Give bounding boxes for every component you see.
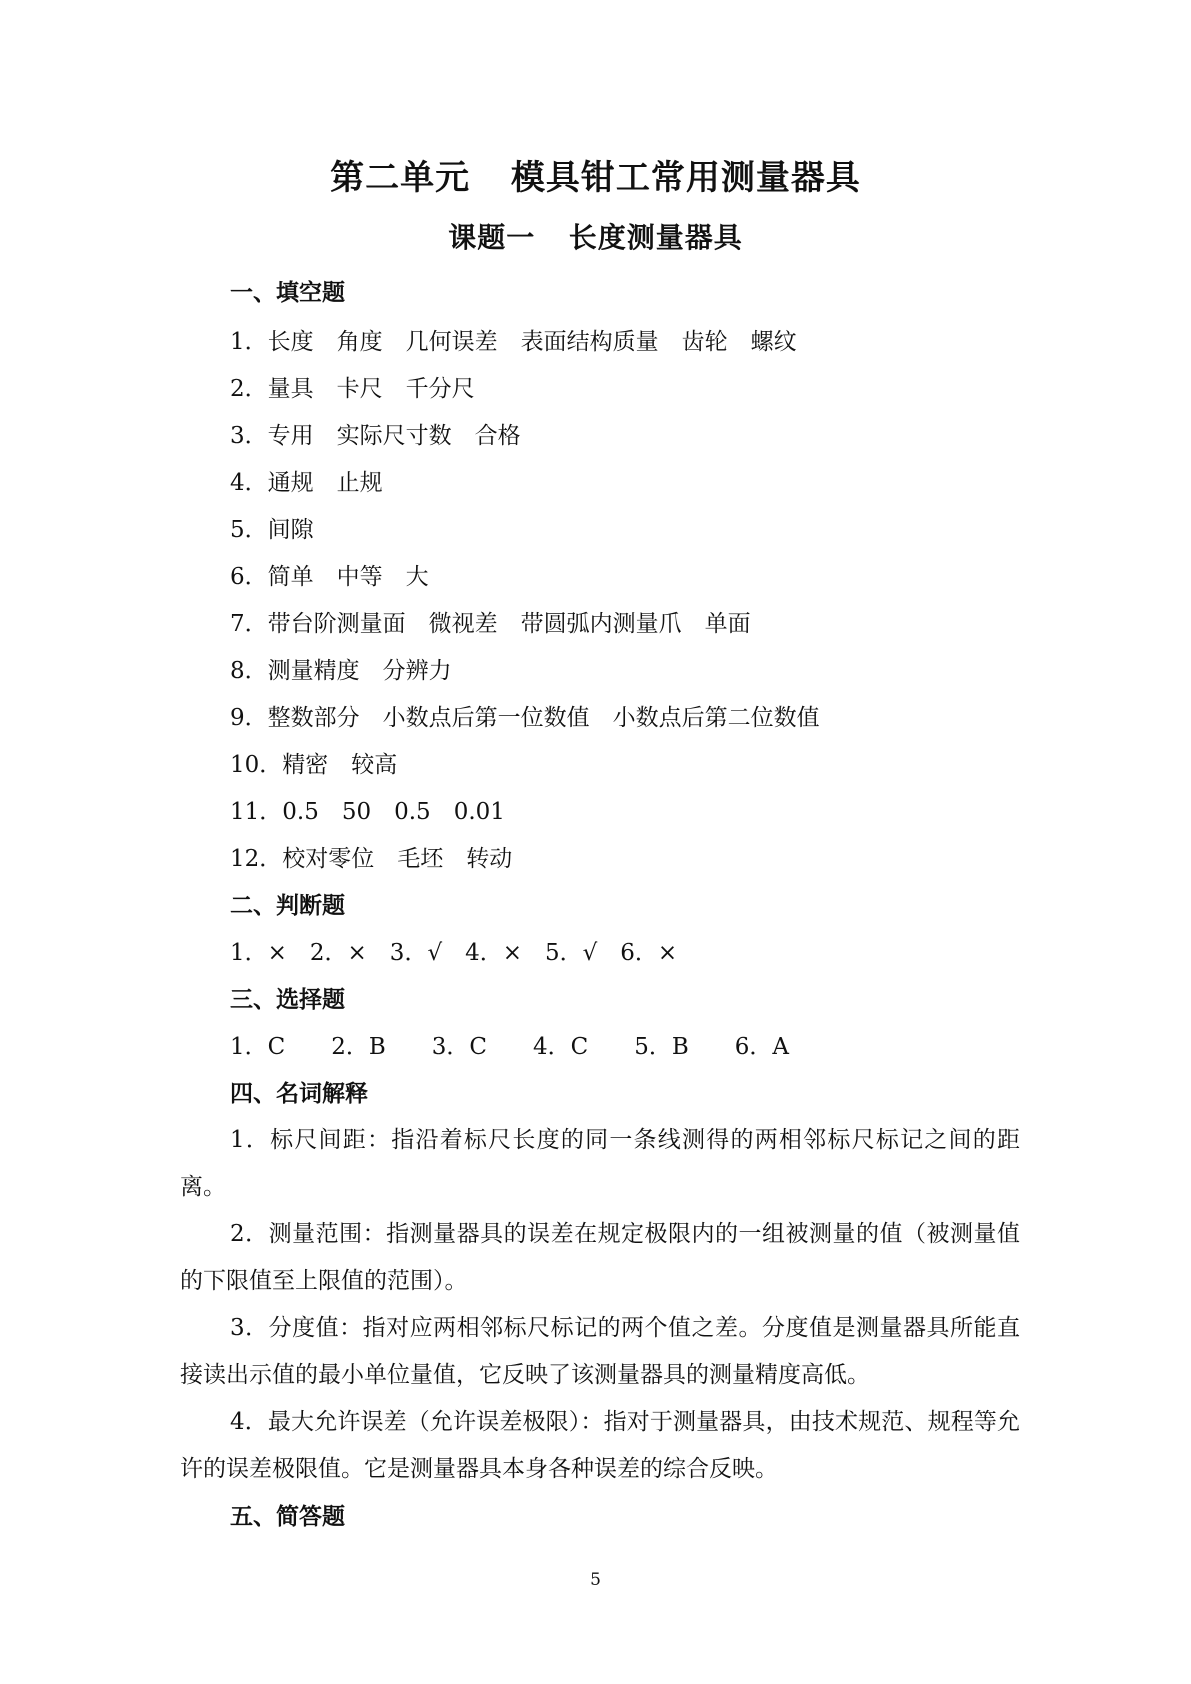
fill-in-answer-12: 12．校对零位 毛坯 转动 [230,846,513,872]
term-definition-1: 1．标尺间距：指沿着标尺长度的同一条线测得的两相邻标尺标记之间的距离。 [180,1127,1020,1200]
lesson-title [0,216,1191,256]
fill-in-answer-8: 8．测量精度 分辨力 [230,658,452,684]
fill-in-answer-3: 3．专用 实际尺寸数 合格 [230,423,521,449]
term-definition-4: 4．最大允许误差（允许误差极限）：指对于测量器具，由技术规范、规程等允许的误差极限值。它是测量器具本身各种误差的综合反映。 [180,1409,1020,1482]
section-heading-true-false: 二、判断题 [230,893,345,919]
unit-title-number: 第二单元 [330,158,471,198]
page-number: 5 [590,1570,601,1590]
term-definition-2: 2．测量范围：指测量器具的误差在规定极限内的一组被测量的值（被测量值的下限值至上限值的范围）。 [180,1221,1020,1294]
unit-title [0,150,1191,199]
fill-in-answer-10: 10．精密 较高 [230,752,398,778]
unit-title-name: 模具钳工常用测量器具 [510,158,861,198]
lesson-title-number: 课题一 [448,221,536,254]
section-heading-fill-in: 一、填空题 [230,280,345,306]
multiple-choice-answers: 1．C 2．B 3．C 4．C 5．B 6．A [230,1034,790,1060]
fill-in-answer-1: 1．长度 角度 几何误差 表面结构质量 齿轮 螺纹 [230,329,797,355]
fill-in-answer-9: 9．整数部分 小数点后第一位数值 小数点后第二位数值 [230,705,820,731]
fill-in-answer-11: 11．0.5 50 0.5 0.01 [230,799,505,825]
section-heading-multiple-choice: 三、选择题 [230,987,345,1013]
term-definition-3: 3．分度值：指对应两相邻标尺标记的两个值之差。分度值是测量器具所能直接读出示值的最小单位量值，它反映了该测量器具的测量精度高低。 [180,1315,1020,1388]
section-heading-term-definitions: 四、名词解释 [230,1081,368,1107]
fill-in-answer-7: 7．带台阶测量面 微视差 带圆弧内测量爪 单面 [230,611,751,637]
lesson-title-name: 长度测量器具 [568,221,743,254]
fill-in-answer-6: 6．简单 中等 大 [230,564,429,590]
fill-in-answer-2: 2．量具 卡尺 千分尺 [230,376,475,402]
fill-in-answer-5: 5．间隙 [230,517,314,543]
fill-in-answer-4: 4．通规 止规 [230,470,383,496]
section-heading-short-answer: 五、简答题 [230,1504,345,1530]
true-false-answers: 1．× 2．× 3．√ 4．× 5．√ 6．× [230,940,678,966]
